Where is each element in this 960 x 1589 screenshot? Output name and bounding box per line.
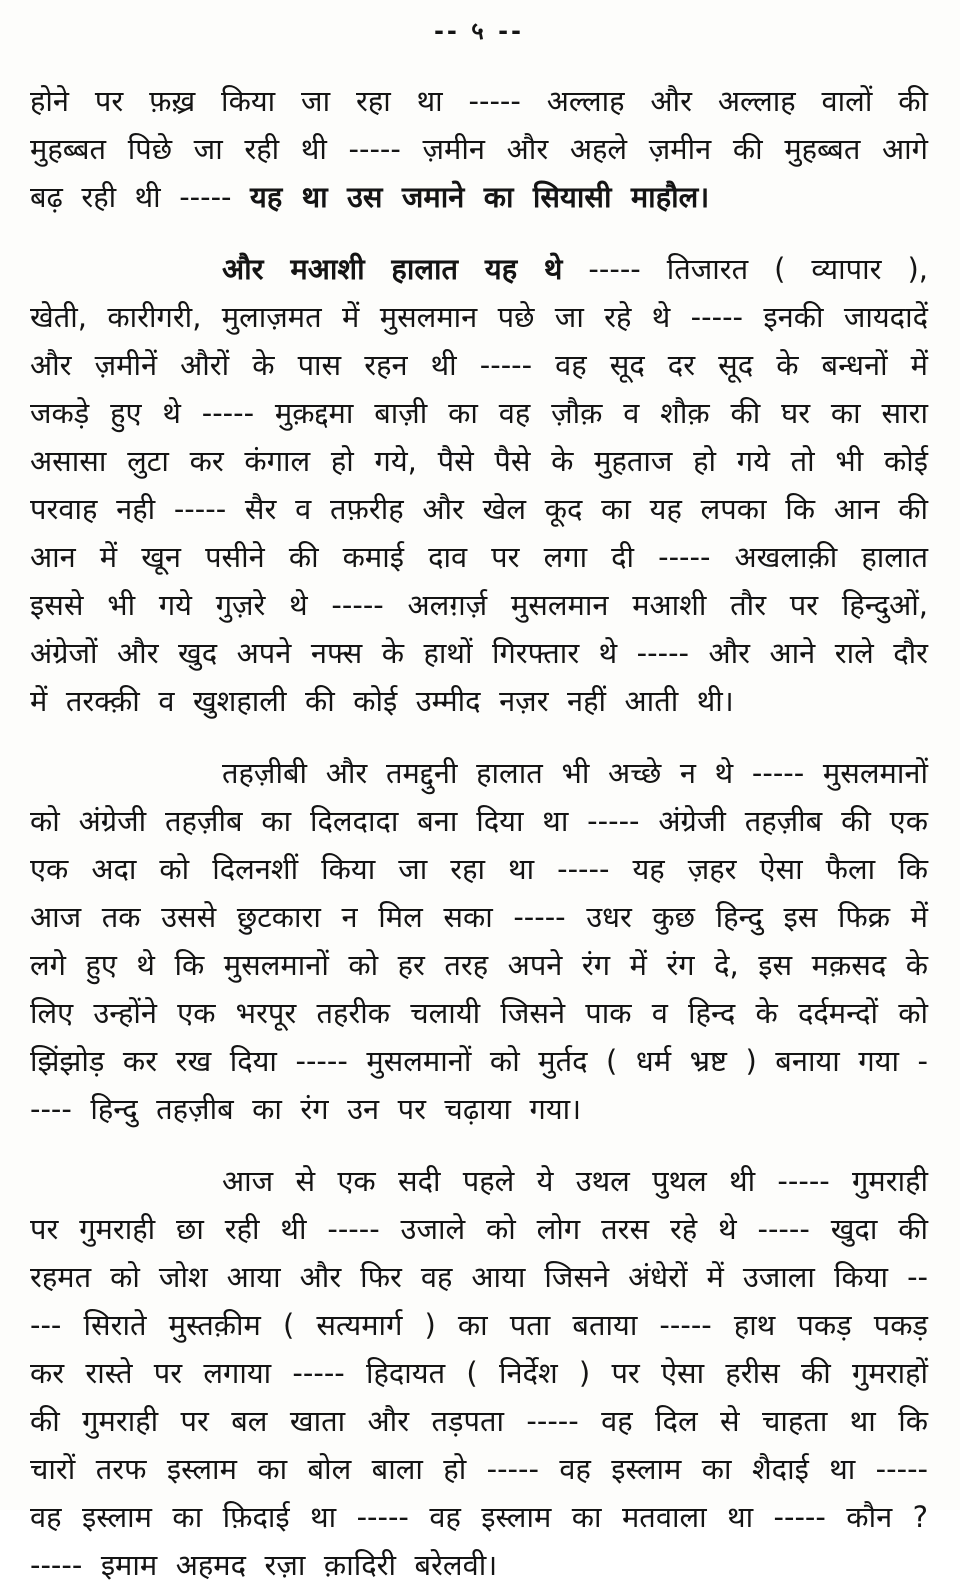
paragraph-text-bold: यह था उस जमाने का सियासी माहौल। [250,180,710,214]
page-number: -- ५ -- [433,17,525,45]
paragraph-lead-bold: और मआशी हालात यह थे [222,252,563,286]
paragraph-political-climate [30,77,928,221]
paragraph-cultural-conditions [30,749,928,1133]
page-body [30,77,928,1589]
paragraph-century-ago [30,1157,928,1589]
paragraph-economic-conditions [30,245,928,725]
paragraph-text: आज से एक सदी पहले ये उथल पुथल थी ----- गुमराही पर गुमराही छा रही थी ----- उजाले को लोग तरस रहे थे ----- खुदा की रहमत को जोश आया और फिर वह आया जिसने अंधेरों में उजाला किया ----- सिराते मुस्तक़ीम ( सत्यमार्ग ) का पता बताया ----- हाथ पकड़ पकड़ कर रास्ते पर लगाया ----- हिदायत ( निर्देश ) पर ऐसा हरीस की गुमराहों की गुमराही पर बल खाता और तड़पता ----- वह दिल से चाहता था कि चारों तरफ इस्लाम का बोल बाला हो ----- वह इस्लाम का शैदाई था ----- वह इस्लाम का फ़िदाई था ----- वह इस्लाम का मतवाला था ----- कौन ? ----- इमाम अहमद रज़ा क़ादिरी बरेलवी। [30,1164,928,1582]
paragraph-text: ----- तिजारत ( व्यापार ), खेती, कारीगरी, मुलाज़मत में मुसलमान पछे जा रहे थे ----- इनकी जायदादें और ज़मीनें औरों के पास रहन थी ----- वह सूद दर सूद के बन्धनों में जकड़े हुए थे ----- मुक़द्दमा बाज़ी का वह ज़ौक़ व शौक़ की घर का सारा असासा लुटा कर कंगाल हो गये, पैसे पैसे के मुहताज हो गये तो भी कोई परवाह नही ----- सैर व तफ़रीह और खेल कूद का यह लपका कि आन की आन में खून पसीने की कमाई दाव पर लगा दी ----- अखलाक़ी हालात इससे भी गये गुज़रे थे ----- अलग़र्ज़ मुसलमान मआशी तौर पर हिन्दुओं, अंग्रेजों और खुद अपने नफ्स के हाथों गिरफ्तार थे ----- और आने राले दौर में तरक्क़ी व खुशहाली की कोई उम्मीद नज़र नहीं आती थी। [30,252,929,718]
paragraph-text: तहज़ीबी और तमद्दुनी हालात भी अच्छे न थे ----- मुसलमानों को अंग्रेजी तहज़ीब का दिलदादा बना दिया था ----- अंग्रेजी तहज़ीब की एक एक अदा को दिलनशीं किया जा रहा था ----- यह ज़हर ऐसा फैला कि आज तक उससे छुटकारा न मिल सका ----- उधर कुछ हिन्दु इस फिक्र में लगे हुए थे कि मुसलमानों को हर तरह अपने रंग में रंग दे, इस मक़सद के लिए उन्होंने एक भरपूर तहरीक चलायी जिसने पाक व हिन्द के दर्दमन्दों को झिंझोड़ कर रख दिया ----- मुसलमानों को मुर्तद ( धर्म भ्रष्ट ) बनाया गया ----- हिन्दु तहज़ीब का रंग उन पर चढ़ाया गया। [30,756,928,1126]
paragraph-text: होने पर फ़ख़्र किया जा रहा था ----- अल्लाह और अल्लाह वालों की मुहब्बत पिछे जा रही थी ----- ज़मीन और अहले ज़मीन की मुहब्बत आगे बढ़ रही थी ----- [30,84,928,214]
